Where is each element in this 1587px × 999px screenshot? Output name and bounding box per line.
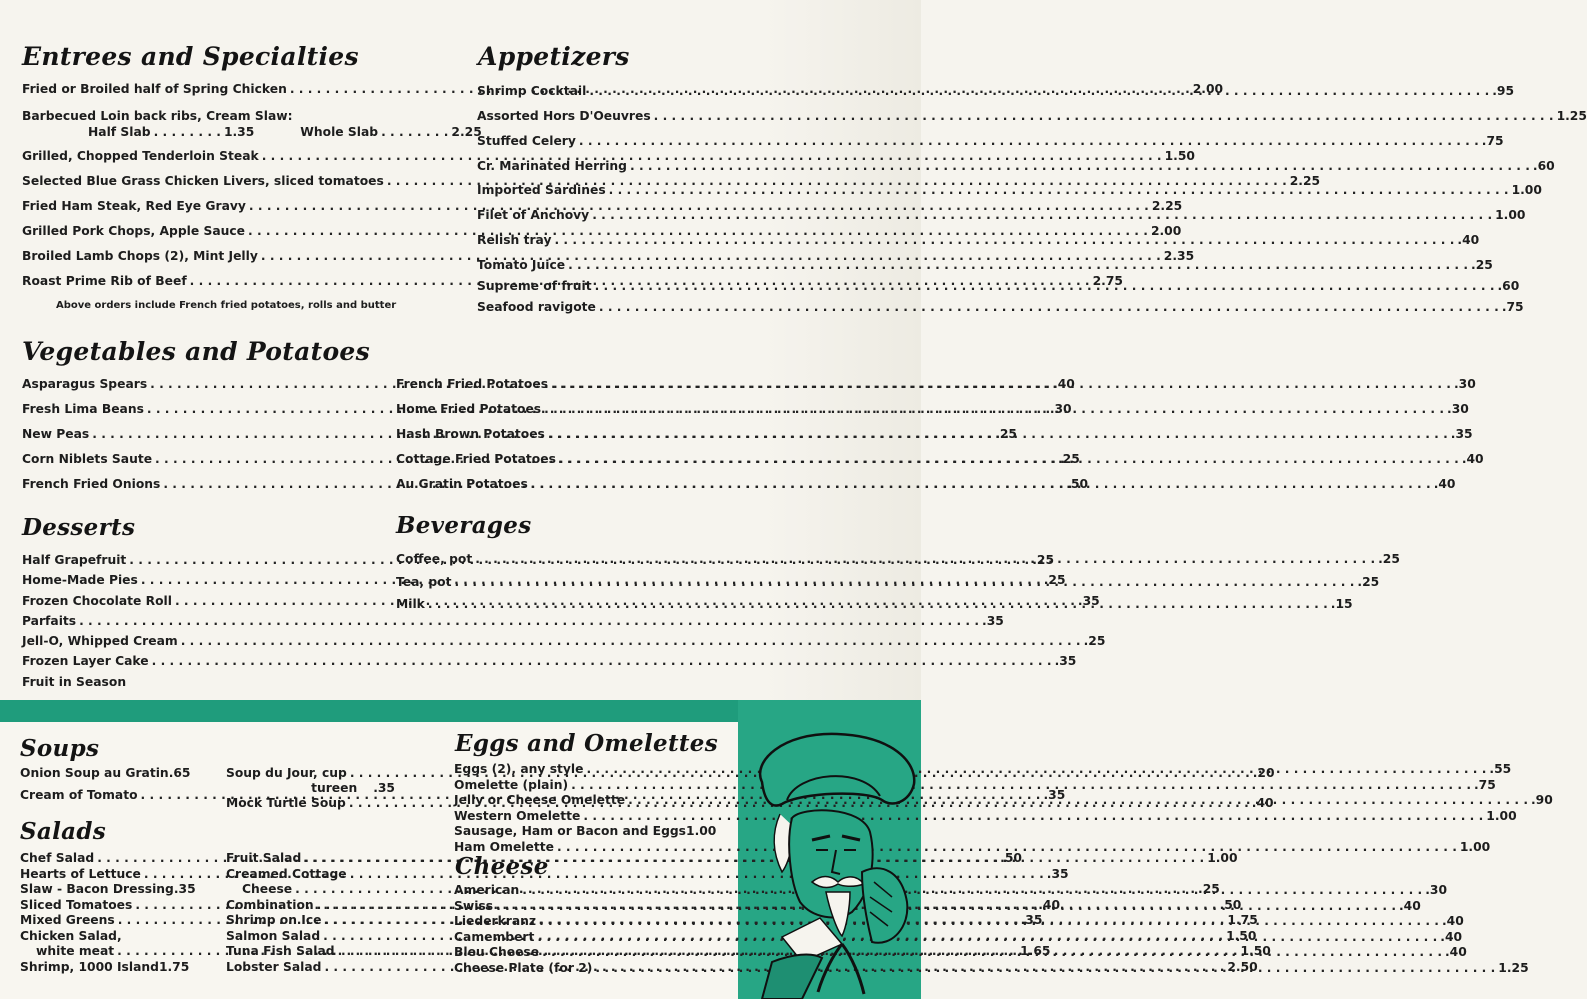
menu-item-fruit: Fruit in Season — [22, 675, 127, 689]
menu-item: Omelette (plain) . . . .75 — [454, 778, 702, 794]
menu-item: Combination . . . .50 — [226, 898, 395, 914]
menu-item: Frozen Chocolate Roll . . . .35 — [22, 594, 352, 614]
menu-item: Tomato Juice . . . .25 — [477, 258, 726, 279]
menu-item: Onion Soup au Gratin .65 — [20, 766, 191, 780]
menu-item: Broiled Lamb Chops (2), Mint Jelly . . . 2.35 — [22, 249, 433, 274]
menu-item: Cheese Plate (for 2) . . . 1.25 — [454, 961, 702, 977]
menu-item: Fruit Salad . . . 1.00 — [226, 851, 395, 867]
colonel-portrait-icon — [742, 722, 921, 999]
menu-item: Hash Brown Potatoes . . . .35 — [396, 427, 723, 452]
desserts-title: Desserts — [22, 514, 136, 541]
menu-item: Slaw - Bacon Dressing .35 — [20, 882, 196, 896]
menu-item: Creamed Cottage — [226, 866, 347, 881]
menu-item: Imported Sardines . . . 1.00 — [477, 183, 726, 208]
menu-item: Tuna Fish Salad . . . 1.50 — [226, 944, 395, 960]
menu-item: Roast Prime Rib of Beef . . . 2.75 — [22, 274, 433, 299]
menu-item-ribs: Barbecued Loin back ribs, Cream Slaw: — [22, 109, 293, 123]
menu-item: Fried or Broiled half of Spring Chicken . . . 2.00 — [22, 82, 433, 107]
menu-item: Asparagus Spears . . . .40 — [22, 377, 352, 402]
menu-item: Home-Made Pies . . . .25 — [22, 573, 352, 594]
menu-item: Cr. Marinated Herring . . . .60 — [477, 159, 726, 183]
menu-item: French Fried Potatoes . . . .30 — [396, 377, 723, 402]
menu-item: Shrimp, 1000 Island 1.75 — [20, 959, 190, 974]
appetizers-title: Appetizers — [478, 42, 630, 71]
menu-item: Sausage, Ham or Bacon and Eggs 1.00 — [454, 824, 717, 838]
menu-item: Cheese . . . .25 — [226, 882, 395, 898]
menu-item: American . . . .30 — [454, 883, 702, 899]
menu-item: Bleu Cheese . . . .40 — [454, 945, 702, 961]
menu-item: Stuffed Celery . . . .75 — [477, 134, 726, 159]
menu-item: Cottage Fried Potatoes . . . .40 — [396, 452, 723, 477]
menu-item: French Fried Onions . . . .50 — [22, 477, 352, 502]
entrees-title: Entrees and Specialties — [22, 42, 359, 71]
menu-item: Hearts of Lettuce . . . .35 — [20, 867, 189, 883]
menu-item: Coffee, pot . . . .25 — [396, 552, 723, 575]
menu-item: Eggs (2), any style . . . .55 — [454, 762, 702, 778]
menu-item: Seafood ravigote . . . .75 — [477, 300, 726, 321]
vegetables-title: Vegetables and Potatoes — [22, 337, 371, 366]
menu-item: Fresh Lima Beans . . . .30 — [22, 402, 352, 427]
menu-item: Home Fried Potatoes . . . .30 — [396, 402, 723, 427]
menu-item: Cream of Tomato . . . .35 — [20, 788, 189, 810]
menu-item: New Peas . . . .25 — [22, 427, 352, 452]
menu-item: Parfaits . . . .35 — [22, 614, 352, 634]
menu-item: Shrimp on Ice . . . 1.75 — [226, 913, 395, 929]
menu-item: Liederkranz . . . .40 — [454, 914, 702, 930]
menu-item: Western Omelette . . . 1.00 — [454, 809, 702, 825]
menu-item: Assorted Hors D'Oeuvres . . . 1.25 — [477, 109, 726, 134]
menu-item-ribs-sizes: Half Slab . . . . . . . . 1.35 Whole Slab . . . . . . . . 2.25 — [88, 125, 482, 139]
menu-item: Tea, pot . . . .25 — [396, 575, 723, 597]
menu-item: white meat . . . 1.65 — [20, 944, 189, 960]
salads-title: Salads — [20, 818, 106, 845]
menu-item: Chef Salad . . . .50 — [20, 851, 189, 867]
menu-item: Sliced Tomatoes . . . .40 — [20, 898, 189, 914]
menu-item: Au Gratin Potatoes . . . .40 — [396, 477, 723, 502]
menu-item: Mock Turtle Soup . . . .40 — [226, 796, 395, 812]
menu-item: tureen .35 — [311, 781, 395, 795]
beverages-title: Beverages — [396, 512, 532, 539]
menu-item: Soup du Jour, cup . . . .20 — [226, 766, 395, 781]
menu-item: Fried Ham Steak, Red Eye Gravy . . . 2.25 — [22, 199, 433, 224]
menu-item: Half Grapefruit . . . .25 — [22, 553, 352, 573]
menu-item: Filet of Anchovy . . . 1.00 — [477, 208, 726, 233]
menu-item: Grilled Pork Chops, Apple Sauce . . . 2.00 — [22, 224, 433, 249]
menu-item: Chicken Salad, — [20, 928, 122, 943]
eggs-title: Eggs and Omelettes — [455, 730, 718, 757]
menu-item: Salmon Salad . . . 1.50 — [226, 929, 395, 945]
menu-item: Frozen Layer Cake . . . .35 — [22, 654, 352, 675]
menu-item: Milk . . . .15 — [396, 597, 723, 619]
menu-item: Jell-O, Whipped Cream . . . .25 — [22, 634, 352, 654]
menu-item: Camembert . . . .40 — [454, 930, 702, 946]
menu-item: Jelly or Cheese Omelette . . . .90 — [454, 793, 702, 809]
menu-item: Corn Niblets Saute . . . .25 — [22, 452, 352, 477]
menu-item: Grilled, Chopped Tenderloin Steak . . . 1.50 — [22, 149, 433, 174]
menu-item: Ham Omelette . . . 1.00 — [454, 840, 702, 856]
menu-item: Lobster Salad . . . 2.50 — [226, 960, 395, 976]
entrees-note: Above orders include French fried potatoes, rolls and butter — [56, 300, 397, 311]
menu-item: Selected Blue Grass Chicken Livers, sliced tomatoes . . . 2.25 — [22, 174, 433, 199]
menu-item: Relish tray . . . .40 — [477, 233, 726, 258]
cheese-title: Cheese — [455, 853, 549, 880]
menu-item: Swiss . . . .40 — [454, 899, 702, 915]
soups-title: Soups — [20, 735, 100, 762]
menu-item: Supreme of fruit . . . .60 — [477, 279, 726, 300]
menu-item: Mixed Greens . . . .35 — [20, 913, 189, 929]
menu-item: Shrimp Cocktail . . . .95 — [477, 84, 726, 109]
